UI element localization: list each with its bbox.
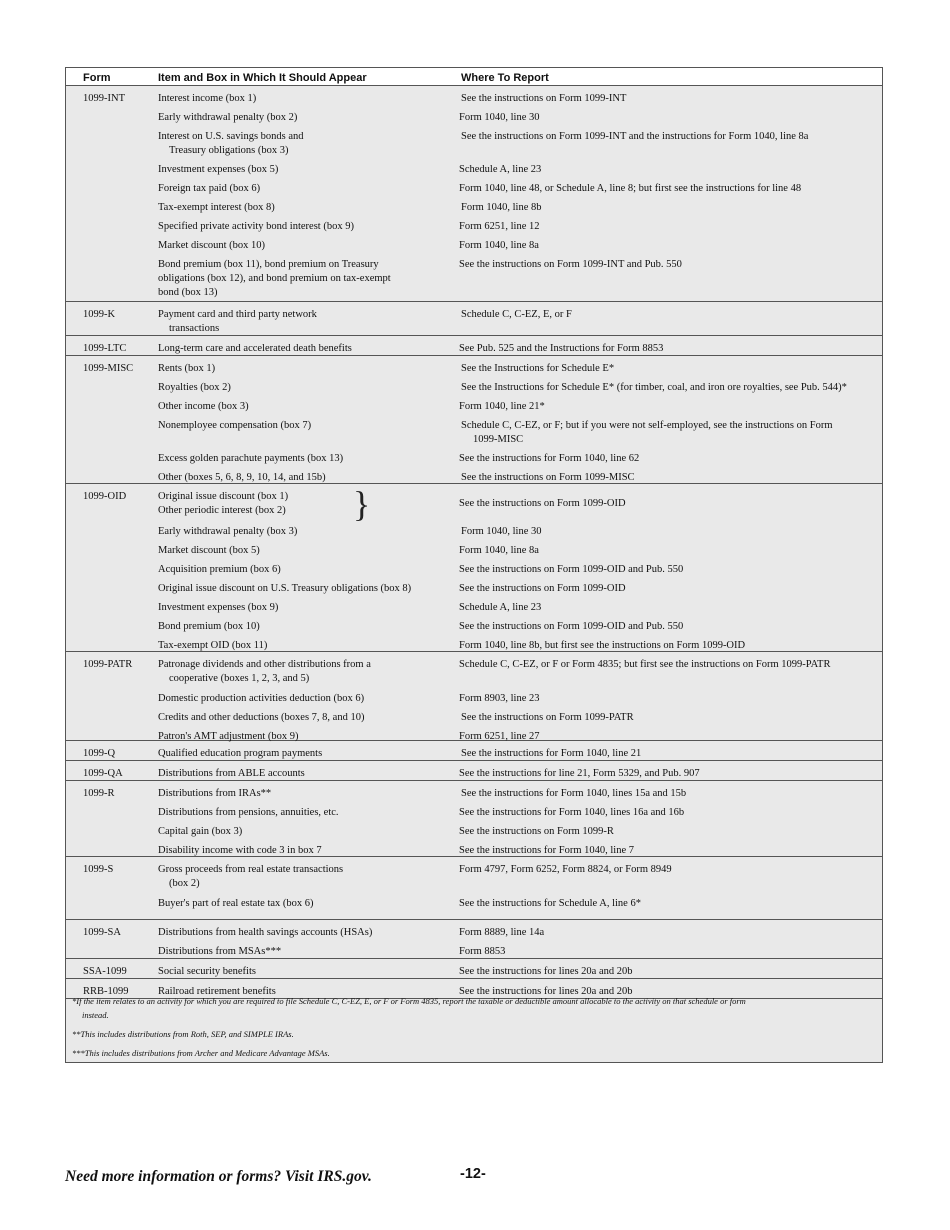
where-text: Form 8889, line 14a bbox=[459, 927, 545, 938]
where-text: Schedule C, C-EZ, E, or F bbox=[461, 309, 572, 320]
item-text: Interest on U.S. savings bonds and bbox=[158, 131, 304, 142]
footnote: *If the item relates to an activity for which you are required to file Schedule C, C-EZ, E, or F or Form 4835, report the taxable or deductible amount allocable to the activity on that schedule or form bbox=[72, 996, 746, 1006]
where-text: See the instructions for lines 20a and 20b bbox=[459, 986, 633, 997]
where-text: See the instructions on Form 1099-OID and Pub. 550 bbox=[459, 621, 684, 632]
where-text: Form 6251, line 12 bbox=[459, 221, 540, 232]
item-text: Other income (box 3) bbox=[158, 401, 249, 412]
form-name: 1099-R bbox=[83, 788, 115, 799]
page-number: -12- bbox=[460, 1166, 486, 1182]
item-text: obligations (box 12), and bond premium on tax-exempt bbox=[158, 273, 391, 284]
where-text: Form 1040, line 30 bbox=[459, 112, 540, 123]
item-text: Distributions from IRAs** bbox=[158, 788, 272, 799]
item-text: Original issue discount (box 1) bbox=[158, 491, 289, 502]
where-text: See the instructions for Form 1040, line 62 bbox=[459, 453, 640, 464]
where-text: See the instructions on Form 1099-PATR bbox=[461, 712, 634, 723]
item-text: Distributions from MSAs*** bbox=[158, 946, 282, 957]
item-text: Long-term care and accelerated death benefits bbox=[158, 343, 352, 354]
item-text: Investment expenses (box 9) bbox=[158, 602, 279, 613]
item-text: Original issue discount on U.S. Treasury obligations (box 8) bbox=[158, 583, 412, 594]
where-text: Form 1040, line 8a bbox=[459, 240, 539, 251]
item-text: Distributions from health savings accounts (HSAs) bbox=[158, 927, 373, 938]
form-name: 1099-Q bbox=[83, 748, 116, 759]
header-form: Form bbox=[83, 72, 111, 84]
where-text: Schedule C, C-EZ, or F; but if you were not self-employed, see the instructions on Form bbox=[461, 420, 833, 431]
item-text: Patronage dividends and other distributions from a bbox=[158, 659, 371, 670]
item-text: Qualified education program payments bbox=[158, 748, 323, 759]
where-text: Form 1040, line 48, or Schedule A, line 8; but first see the instructions for line 48 bbox=[459, 183, 802, 194]
item-text: Early withdrawal penalty (box 2) bbox=[158, 112, 298, 123]
form-group-1099-q bbox=[66, 741, 882, 761]
item-text: Domestic production activities deduction (box 6) bbox=[158, 693, 365, 704]
item-text: Patron's AMT adjustment (box 9) bbox=[158, 731, 299, 742]
form-group-ssa-1099 bbox=[66, 959, 882, 979]
where-text: See the instructions on Form 1099-INT and Pub. 550 bbox=[459, 259, 682, 270]
footer-info: Need more information or forms? Visit IRS.gov. bbox=[65, 1168, 372, 1185]
item-text: Investment expenses (box 5) bbox=[158, 164, 279, 175]
item-text: Royalties (box 2) bbox=[158, 382, 231, 393]
item-text: Tax-exempt OID (box 11) bbox=[158, 640, 268, 651]
item-text: Payment card and third party network bbox=[158, 309, 317, 320]
where-text: See the instructions for Form 1040, line 21 bbox=[461, 748, 642, 759]
where-text: Form 8853 bbox=[459, 946, 506, 957]
footnote: **This includes distributions from Roth, SEP, and SIMPLE IRAs. bbox=[72, 1029, 294, 1039]
form-name: 1099-QA bbox=[83, 768, 123, 779]
form-group-1099-ltc bbox=[66, 336, 882, 356]
where-text: Form 4797, Form 6252, Form 8824, or Form 8949 bbox=[459, 864, 672, 875]
where-text: See the instructions on Form 1099-INT and the instructions for Form 1040, line 8a bbox=[461, 131, 809, 142]
header-item: Item and Box in Which It Should Appear bbox=[158, 72, 367, 84]
item-text: (box 2) bbox=[169, 878, 200, 889]
item-text: Buyer's part of real estate tax (box 6) bbox=[158, 898, 314, 909]
form-name: 1099-SA bbox=[83, 927, 121, 938]
form-name: 1099-INT bbox=[83, 93, 125, 104]
item-text: Gross proceeds from real estate transactions bbox=[158, 864, 344, 875]
form-name: 1099-OID bbox=[83, 491, 127, 502]
where-text: Form 1040, line 8b, but first see the instructions on Form 1099-OID bbox=[459, 640, 746, 651]
item-text: Tax-exempt interest (box 8) bbox=[158, 202, 275, 213]
form-group-1099-misc bbox=[66, 356, 882, 484]
form-group-1099-oid bbox=[66, 484, 882, 652]
form-group-1099-sa bbox=[66, 920, 882, 959]
where-text: See the instructions on Form 1099-R bbox=[459, 826, 614, 837]
where-text: Form 1040, line 8b bbox=[461, 202, 542, 213]
right-brace-icon: } bbox=[353, 484, 371, 524]
item-text: Other (boxes 5, 6, 8, 9, 10, 14, and 15b) bbox=[158, 472, 326, 483]
where-text: See the instructions on Form 1099-OID bbox=[459, 498, 626, 509]
item-text: Disability income with code 3 in box 7 bbox=[158, 845, 322, 856]
form-name: 1099-LTC bbox=[83, 343, 127, 354]
item-text: Bond premium (box 10) bbox=[158, 621, 260, 632]
item-text: Acquisition premium (box 6) bbox=[158, 564, 281, 575]
item-text: transactions bbox=[169, 323, 220, 334]
item-text: Social security benefits bbox=[158, 966, 256, 977]
where-text: See the instructions for Form 1040, lines 16a and 16b bbox=[459, 807, 685, 818]
item-text: Interest income (box 1) bbox=[158, 93, 257, 104]
form-name: 1099-S bbox=[83, 864, 114, 875]
item-text: Other periodic interest (box 2) bbox=[158, 505, 286, 516]
item-text: Market discount (box 5) bbox=[158, 545, 260, 556]
item-text: Treasury obligations (box 3) bbox=[169, 145, 289, 156]
item-text: cooperative (boxes 1, 2, 3, and 5) bbox=[169, 673, 310, 684]
form-name: 1099-K bbox=[83, 309, 116, 320]
where-text: See the instructions for Form 1040, line 7 bbox=[459, 845, 634, 856]
form-name: SSA-1099 bbox=[83, 966, 127, 977]
form-name: RRB-1099 bbox=[83, 986, 129, 997]
where-text: Form 1040, line 30 bbox=[461, 526, 542, 537]
where-text: See the instructions on Form 1099-OID bbox=[459, 583, 626, 594]
where-text: Form 1040, line 8a bbox=[459, 545, 539, 556]
where-text: See the Instructions for Schedule E* bbox=[461, 363, 615, 374]
item-text: Railroad retirement benefits bbox=[158, 986, 276, 997]
form-name: 1099-MISC bbox=[83, 363, 134, 374]
form-name: 1099-PATR bbox=[83, 659, 133, 670]
item-text: Capital gain (box 3) bbox=[158, 826, 243, 837]
form-group-1099-patr bbox=[66, 652, 882, 741]
where-text: See the instructions on Form 1099-OID and Pub. 550 bbox=[459, 564, 684, 575]
where-text: Form 8903, line 23 bbox=[459, 693, 540, 704]
footnote: instead. bbox=[82, 1010, 109, 1020]
where-text: Schedule A, line 23 bbox=[459, 164, 542, 175]
item-text: Market discount (box 10) bbox=[158, 240, 266, 251]
form-group-1099-int bbox=[66, 86, 882, 302]
table-header bbox=[66, 68, 882, 86]
where-text: Schedule A, line 23 bbox=[459, 602, 542, 613]
footnote: ***This includes distributions from Archer and Medicare Advantage MSAs. bbox=[72, 1048, 330, 1058]
where-text: 1099-MISC bbox=[473, 434, 524, 445]
where-text: See the instructions for lines 20a and 20b bbox=[459, 966, 633, 977]
item-text: Nonemployee compensation (box 7) bbox=[158, 420, 312, 431]
form-group-1099-qa bbox=[66, 761, 882, 781]
where-text: See the instructions for line 21, Form 5329, and Pub. 907 bbox=[459, 768, 700, 779]
where-text: Schedule C, C-EZ, or F or Form 4835; but first see the instructions on Form 1099-PATR bbox=[459, 659, 831, 670]
where-text: See the instructions for Schedule A, line 6* bbox=[459, 898, 641, 909]
item-text: Foreign tax paid (box 6) bbox=[158, 183, 261, 194]
item-text: Early withdrawal penalty (box 3) bbox=[158, 526, 298, 537]
item-text: bond (box 13) bbox=[158, 287, 218, 298]
where-text: See the instructions on Form 1099-INT bbox=[461, 93, 627, 104]
form-group-1099-s bbox=[66, 857, 882, 920]
where-text: See Pub. 525 and the Instructions for Form 8853 bbox=[459, 343, 664, 354]
item-text: Distributions from ABLE accounts bbox=[158, 768, 305, 779]
where-text: See the Instructions for Schedule E* (for timber, coal, and iron ore royalties, see Pub. 544)* bbox=[461, 382, 847, 393]
item-text: Distributions from pensions, annuities, etc. bbox=[158, 807, 339, 818]
report-table bbox=[65, 67, 883, 1063]
item-text: Bond premium (box 11), bond premium on Treasury bbox=[158, 259, 379, 270]
form-group-1099-k bbox=[66, 302, 882, 336]
item-text: Specified private activity bond interest (box 9) bbox=[158, 221, 354, 232]
form-group-1099-r bbox=[66, 781, 882, 857]
where-text: Form 6251, line 27 bbox=[459, 731, 540, 742]
where-text: See the instructions for Form 1040, lines 15a and 15b bbox=[461, 788, 687, 799]
item-text: Excess golden parachute payments (box 13) bbox=[158, 453, 344, 464]
where-text: Form 1040, line 21* bbox=[459, 401, 545, 412]
header-where: Where To Report bbox=[461, 72, 549, 84]
item-text: Credits and other deductions (boxes 7, 8, and 10) bbox=[158, 712, 365, 723]
item-text: Rents (box 1) bbox=[158, 363, 216, 374]
where-text: See the instructions on Form 1099-MISC bbox=[461, 472, 635, 483]
